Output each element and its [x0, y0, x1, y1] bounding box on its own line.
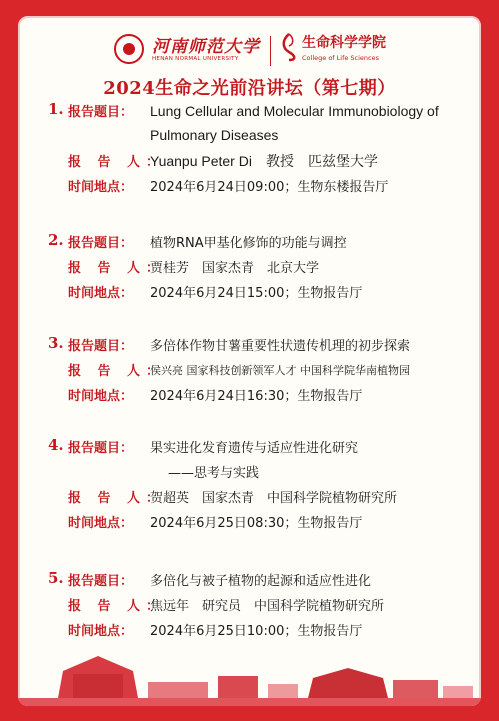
university-seal-icon: [114, 34, 144, 64]
talk-speaker-row: [48, 594, 468, 619]
talk-speaker-row: [48, 359, 468, 384]
time-label: 时间地点：: [68, 389, 134, 404]
talk-number: 4.: [48, 436, 64, 454]
time-label: 时间地点：: [68, 180, 134, 195]
talk-5: [48, 569, 468, 644]
talk-topic-continuation-row: [48, 461, 468, 486]
college-name-cn: 生命科学学院: [302, 35, 386, 51]
speaker-label: 报 告 人：: [68, 364, 166, 379]
talk-3: [48, 334, 468, 409]
talk-2: [48, 231, 468, 306]
talk-topic: 果实进化发育遗传与适应性进化研究: [150, 441, 359, 456]
topic-label: 报告题目：: [68, 236, 134, 251]
talk-topic-row: [48, 436, 468, 461]
time-label: 时间地点：: [68, 516, 134, 531]
talk-number: 2.: [48, 231, 64, 249]
speaker-label: 报 告 人：: [68, 491, 166, 506]
talk-4: [48, 436, 468, 536]
speaker-label: 报 告 人：: [68, 155, 166, 170]
talk-number: 5.: [48, 569, 64, 587]
talk-time: 2024年6月25日08:30；生物报告厅: [150, 516, 363, 531]
talk-speaker-row: [48, 150, 468, 175]
talk-topic-line2: ——思考与实践: [168, 466, 260, 481]
page-title: 2024生命之光前沿讲坛（第七期）: [103, 78, 396, 99]
university-name-en: HENAN NORMAL UNIVERSITY: [152, 56, 239, 62]
talk-speaker: 焦远年 研究员 中国科学院植物研究所: [150, 599, 385, 614]
speaker-label: 报 告 人：: [68, 599, 166, 614]
talk-topic: 多倍化与被子植物的起源和适应性进化: [150, 574, 372, 589]
talk-speaker: Yuanpu Peter Di 教授 匹兹堡大学: [150, 153, 378, 169]
talk-1: [48, 100, 468, 200]
campus-skyline-illustration: [18, 646, 481, 706]
college-mark-icon: [280, 32, 298, 62]
talk-time: 2024年6月24日15:00；生物报告厅: [150, 286, 363, 301]
talk-speaker: 贺超英 国家杰青 中国科学院植物研究所: [150, 491, 398, 506]
speaker-label: 报 告 人：: [68, 261, 166, 276]
topic-label: 报告题目：: [68, 339, 134, 354]
talk-speaker: 贾桂芳 国家杰青 北京大学: [150, 261, 320, 276]
talk-time-row: [48, 175, 468, 200]
talk-time: 2024年6月24日16:30；生物报告厅: [150, 389, 363, 404]
topic-label: 报告题目：: [68, 441, 134, 456]
topic-label: 报告题目：: [68, 105, 134, 120]
logo-divider: [270, 36, 271, 66]
talk-topic-row: [48, 100, 468, 150]
talk-time: 2024年6月25日10:00；生物报告厅: [150, 624, 363, 639]
university-logo: [114, 30, 264, 70]
time-label: 时间地点：: [68, 286, 134, 301]
talk-number: 3.: [48, 334, 64, 352]
talk-time: 2024年6月24日09:00；生物东楼报告厅: [150, 180, 389, 195]
talk-topic: Lung Cellular and Molecular Immunobiology of Pulmonary Diseases: [150, 103, 439, 143]
talk-speaker-row: [48, 486, 468, 511]
talk-topic: 多倍体作物甘薯重要性状遗传机理的初步探索: [150, 339, 411, 354]
talk-time-row: [48, 281, 468, 306]
talk-topic-row: [48, 231, 468, 256]
college-name-en: College of Life Sciences: [302, 54, 380, 62]
talk-topic-row: [48, 334, 468, 359]
content-panel: [18, 16, 481, 706]
talk-speaker: 侯兴亮 国家科技创新领军人才 中国科学院华南植物园: [150, 364, 410, 377]
topic-label: 报告题目：: [68, 574, 134, 589]
talk-topic-row: [48, 569, 468, 594]
talk-time-row: [48, 511, 468, 536]
header-logos: [18, 24, 481, 74]
talk-number: 1.: [48, 100, 64, 118]
university-name-cn: 河南师范大学: [152, 37, 260, 57]
college-logo: [280, 30, 410, 70]
talk-speaker-row: [48, 256, 468, 281]
time-label: 时间地点：: [68, 624, 134, 639]
talk-time-row: [48, 619, 468, 644]
talk-topic: 植物RNA甲基化修饰的功能与调控: [150, 236, 347, 251]
talk-time-row: [48, 384, 468, 409]
